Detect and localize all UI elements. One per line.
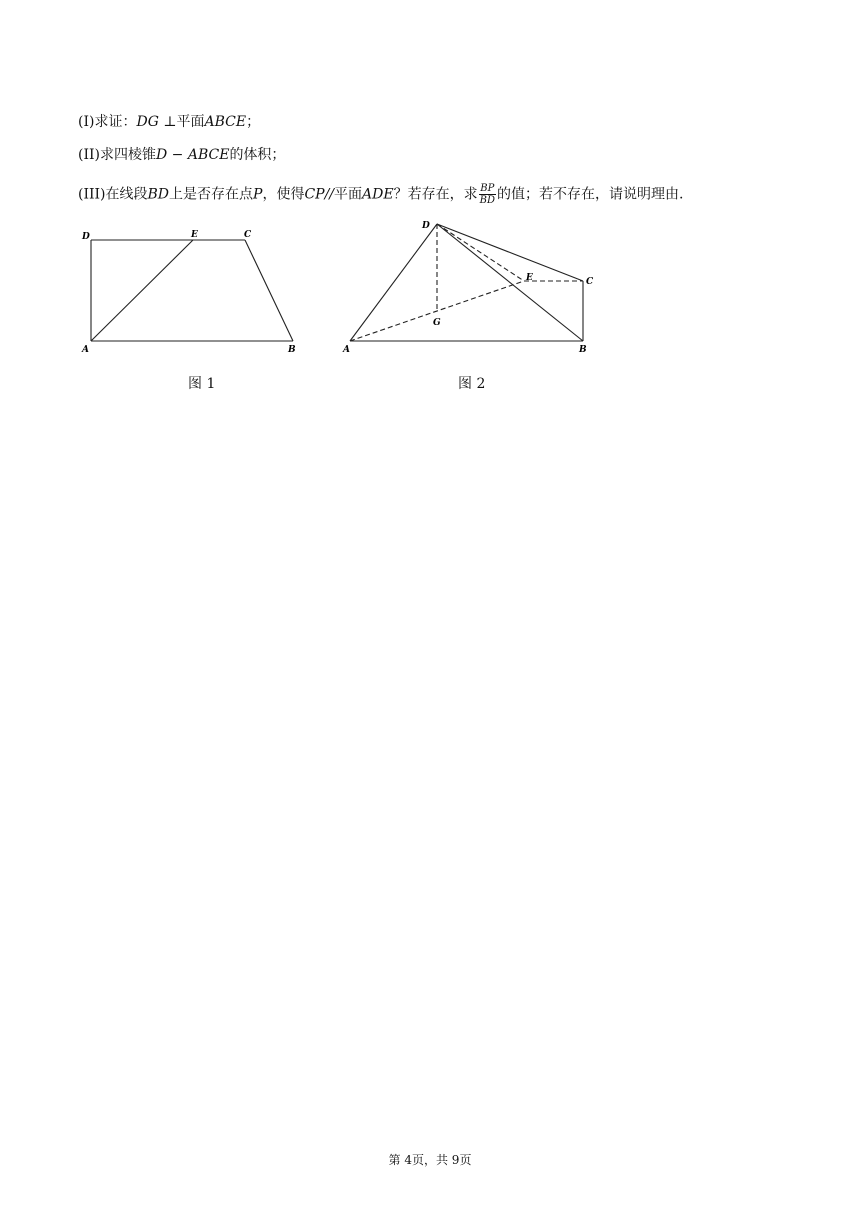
fraction-numerator: BP <box>480 183 495 194</box>
fig2-label-d: D <box>422 221 430 231</box>
figure-1-caption: 图 1 <box>188 376 216 392</box>
q2-prefix: (II)求四棱锥 <box>78 147 156 163</box>
q1-math-abce: ABCE <box>204 114 247 130</box>
question-2 <box>78 145 285 165</box>
q2-text: 的体积； <box>229 147 286 163</box>
q3-text-3: 平面 <box>334 186 363 203</box>
fig2-segment-da <box>350 224 437 341</box>
q1-math-dg: DG <box>136 114 159 130</box>
q1-text: ⊥平面 <box>158 114 205 130</box>
fig2-segment-dc <box>437 224 583 281</box>
q3-math-bd: BD <box>147 186 170 203</box>
page-footer: 第 4页，共 9页 <box>388 1153 472 1167</box>
fraction-denominator: BD <box>479 195 495 206</box>
fig2-label-c: C <box>586 277 594 287</box>
figure-1-svg <box>78 222 318 362</box>
q3-math-cp: CP// <box>304 186 335 203</box>
fig1-label-a: A <box>82 345 89 355</box>
q3-text-5: 的值；若不存在，请说明理由. <box>496 186 684 203</box>
q3-text-2: ，使得 <box>262 186 305 203</box>
q3-math-ade: ADE <box>362 186 394 203</box>
fig1-segment-ae <box>91 240 193 341</box>
question-1 <box>78 112 260 132</box>
q3-text-1: 上是否存在点 <box>169 186 254 203</box>
fig2-label-a: A <box>343 345 350 355</box>
fig2-label-e: E <box>526 273 533 283</box>
fig2-label-b: B <box>579 345 587 355</box>
fig1-label-c: C <box>244 230 252 240</box>
q3-prefix: (III)在线段 <box>78 186 148 203</box>
fig2-segment-db <box>437 224 583 341</box>
figure-1 <box>78 222 318 362</box>
fig1-label-d: D <box>82 232 90 242</box>
figure-2-caption: 图 2 <box>458 376 486 392</box>
figure-2 <box>338 212 608 362</box>
q1-end: ； <box>246 114 261 130</box>
q3-math-p: P <box>253 186 263 203</box>
q3-text-4: ？若存在，求 <box>393 186 478 203</box>
fig1-label-e: E <box>191 230 198 240</box>
figure-2-svg <box>338 212 608 362</box>
fig2-label-g: G <box>433 318 441 328</box>
q1-prefix: (I)求证： <box>78 114 137 130</box>
fig1-label-b: B <box>288 345 296 355</box>
q2-math-pyramid: D − ABCE <box>155 147 230 163</box>
fig1-segment-cb <box>245 240 293 341</box>
question-3 <box>78 183 683 206</box>
q3-fraction <box>479 183 496 206</box>
